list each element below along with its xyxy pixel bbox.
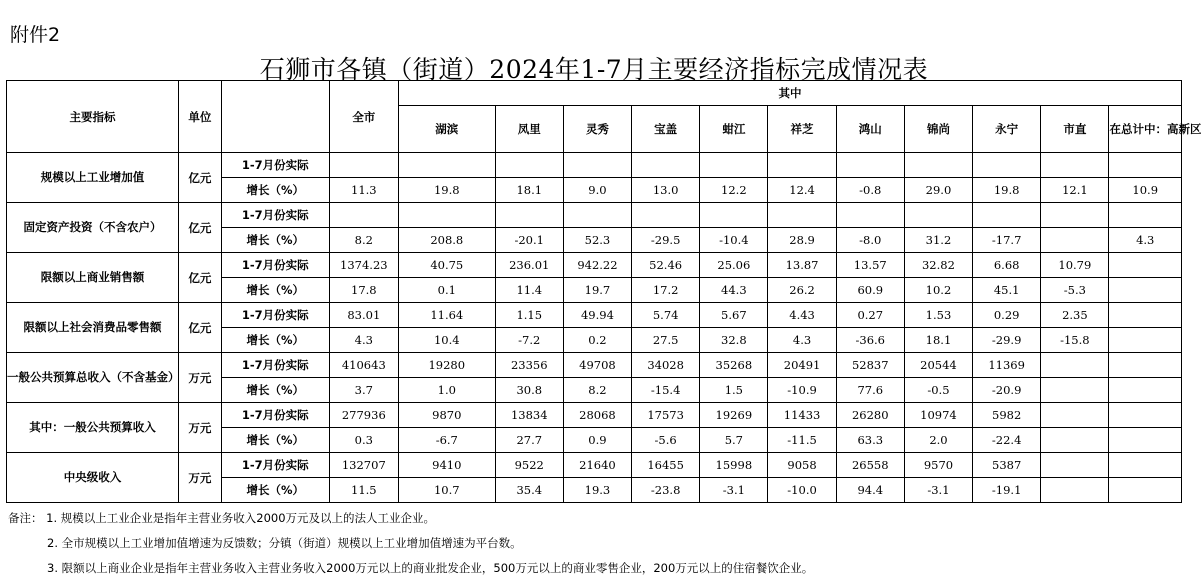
- value-cell: 19.7: [563, 278, 631, 303]
- metric-label: 1-7月份实际: [221, 403, 329, 428]
- value-cell: 18.1: [904, 328, 972, 353]
- value-cell: -23.8: [632, 478, 700, 503]
- value-cell: [1109, 478, 1182, 503]
- value-cell: 1.15: [495, 303, 563, 328]
- header-town: 永宁: [973, 106, 1041, 153]
- value-cell: -8.0: [836, 228, 904, 253]
- value-cell: 18.1: [495, 178, 563, 203]
- value-cell: 9522: [495, 453, 563, 478]
- header-town: 锦尚: [904, 106, 972, 153]
- table-row: [7, 153, 1182, 178]
- value-cell: -11.5: [768, 428, 836, 453]
- value-cell: 34028: [632, 353, 700, 378]
- value-cell: 20491: [768, 353, 836, 378]
- value-cell: [398, 203, 495, 228]
- header-among: 其中: [398, 81, 1181, 106]
- value-cell: 4.43: [768, 303, 836, 328]
- value-cell: [1041, 153, 1109, 178]
- value-cell: -0.8: [836, 178, 904, 203]
- value-cell: -15.8: [1041, 328, 1109, 353]
- value-cell: [398, 153, 495, 178]
- value-cell: 35.4: [495, 478, 563, 503]
- value-cell: 15998: [700, 453, 768, 478]
- value-cell: [973, 153, 1041, 178]
- value-cell: 1374.23: [329, 253, 398, 278]
- unit-cell: 万元: [179, 453, 222, 503]
- value-cell: 10.4: [398, 328, 495, 353]
- value-cell: 8.2: [329, 228, 398, 253]
- value-cell: 27.5: [632, 328, 700, 353]
- value-cell: 26558: [836, 453, 904, 478]
- value-cell: 20544: [904, 353, 972, 378]
- metric-label: 1-7月份实际: [221, 153, 329, 178]
- value-cell: 32.8: [700, 328, 768, 353]
- value-cell: -6.7: [398, 428, 495, 453]
- metric-label: 1-7月份实际: [221, 253, 329, 278]
- value-cell: 10.79: [1041, 253, 1109, 278]
- value-cell: 13834: [495, 403, 563, 428]
- value-cell: 29.0: [904, 178, 972, 203]
- value-cell: -29.9: [973, 328, 1041, 353]
- indicator-name: 中央级收入: [7, 453, 179, 503]
- value-cell: 28.9: [768, 228, 836, 253]
- metric-label: 1-7月份实际: [221, 303, 329, 328]
- value-cell: 35268: [700, 353, 768, 378]
- value-cell: -0.5: [904, 378, 972, 403]
- value-cell: -36.6: [836, 328, 904, 353]
- value-cell: [495, 153, 563, 178]
- metric-label: 增长（%）: [221, 328, 329, 353]
- value-cell: 12.1: [1041, 178, 1109, 203]
- header-town: 市直: [1041, 106, 1109, 153]
- value-cell: -10.0: [768, 478, 836, 503]
- unit-cell: 万元: [179, 403, 222, 453]
- value-cell: -3.1: [700, 478, 768, 503]
- value-cell: [1109, 253, 1182, 278]
- value-cell: 10.7: [398, 478, 495, 503]
- value-cell: 44.3: [700, 278, 768, 303]
- indicator-name: 限额以上商业销售额: [7, 253, 179, 303]
- note-1: 备注： 1. 规模以上工业企业是指年主营业务收入2000万元及以上的法人工业企业。: [8, 511, 436, 525]
- value-cell: 1.53: [904, 303, 972, 328]
- value-cell: 10.2: [904, 278, 972, 303]
- value-cell: 17.8: [329, 278, 398, 303]
- value-cell: 77.6: [836, 378, 904, 403]
- value-cell: 9870: [398, 403, 495, 428]
- value-cell: 0.27: [836, 303, 904, 328]
- unit-cell: 亿元: [179, 203, 222, 253]
- value-cell: [1109, 303, 1182, 328]
- value-cell: 13.0: [632, 178, 700, 203]
- value-cell: 9058: [768, 453, 836, 478]
- value-cell: 11.5: [329, 478, 398, 503]
- value-cell: [1109, 428, 1182, 453]
- indicator-name: 规模以上工业增加值: [7, 153, 179, 203]
- value-cell: 13.87: [768, 253, 836, 278]
- value-cell: 208.8: [398, 228, 495, 253]
- header-town: 凤里: [495, 106, 563, 153]
- value-cell: 19.3: [563, 478, 631, 503]
- value-cell: 5387: [973, 453, 1041, 478]
- value-cell: 49708: [563, 353, 631, 378]
- unit-cell: 亿元: [179, 253, 222, 303]
- value-cell: [836, 203, 904, 228]
- value-cell: [563, 153, 631, 178]
- value-cell: 5.74: [632, 303, 700, 328]
- value-cell: 4.3: [768, 328, 836, 353]
- value-cell: 19.8: [398, 178, 495, 203]
- value-cell: -20.9: [973, 378, 1041, 403]
- value-cell: -20.1: [495, 228, 563, 253]
- value-cell: 9570: [904, 453, 972, 478]
- value-cell: [495, 203, 563, 228]
- value-cell: 26.2: [768, 278, 836, 303]
- value-cell: [1041, 203, 1109, 228]
- value-cell: [1109, 403, 1182, 428]
- indicator-name: 限额以上社会消费品零售额: [7, 303, 179, 353]
- value-cell: [700, 203, 768, 228]
- value-cell: -10.9: [768, 378, 836, 403]
- table-row: [7, 203, 1182, 228]
- value-cell: 10974: [904, 403, 972, 428]
- value-cell: 6.68: [973, 253, 1041, 278]
- value-cell: 5.67: [700, 303, 768, 328]
- value-cell: 11.3: [329, 178, 398, 203]
- value-cell: -10.4: [700, 228, 768, 253]
- value-cell: 60.9: [836, 278, 904, 303]
- value-cell: 3.7: [329, 378, 398, 403]
- value-cell: 11433: [768, 403, 836, 428]
- value-cell: 10.9: [1109, 178, 1182, 203]
- value-cell: -29.5: [632, 228, 700, 253]
- value-cell: 49.94: [563, 303, 631, 328]
- value-cell: 0.2: [563, 328, 631, 353]
- value-cell: 9.0: [563, 178, 631, 203]
- value-cell: [632, 203, 700, 228]
- value-cell: -15.4: [632, 378, 700, 403]
- value-cell: 31.2: [904, 228, 972, 253]
- value-cell: 12.4: [768, 178, 836, 203]
- value-cell: 52.46: [632, 253, 700, 278]
- header-town: 蚶江: [700, 106, 768, 153]
- value-cell: 11.64: [398, 303, 495, 328]
- value-cell: 11369: [973, 353, 1041, 378]
- value-cell: [700, 153, 768, 178]
- value-cell: 0.29: [973, 303, 1041, 328]
- value-cell: [973, 203, 1041, 228]
- value-cell: [836, 153, 904, 178]
- header-city: 全市: [329, 81, 398, 153]
- value-cell: 19.8: [973, 178, 1041, 203]
- value-cell: [1109, 203, 1182, 228]
- table-row: [7, 403, 1182, 428]
- value-cell: 2.0: [904, 428, 972, 453]
- value-cell: 27.7: [495, 428, 563, 453]
- value-cell: 17.2: [632, 278, 700, 303]
- value-cell: 236.01: [495, 253, 563, 278]
- header-town: 灵秀: [563, 106, 631, 153]
- table-row: [7, 253, 1182, 278]
- value-cell: 83.01: [329, 303, 398, 328]
- value-cell: 0.1: [398, 278, 495, 303]
- value-cell: 277936: [329, 403, 398, 428]
- value-cell: [1109, 278, 1182, 303]
- header-town: 鸿山: [836, 106, 904, 153]
- value-cell: [1109, 378, 1182, 403]
- note-3: 3. 限额以上商业企业是指年主营业务收入主营业务收入2000万元以上的商业批发企业，500万元以上的商业零售企业，200万元以上的住宿餐饮企业。: [47, 561, 814, 575]
- value-cell: -17.7: [973, 228, 1041, 253]
- value-cell: 410643: [329, 353, 398, 378]
- value-cell: 30.8: [495, 378, 563, 403]
- metric-label: 增长（%）: [221, 378, 329, 403]
- unit-cell: 亿元: [179, 153, 222, 203]
- value-cell: -5.3: [1041, 278, 1109, 303]
- value-cell: 23356: [495, 353, 563, 378]
- table-row: [7, 353, 1182, 378]
- indicator-name: 一般公共预算总收入（不含基金）: [7, 353, 179, 403]
- value-cell: 5982: [973, 403, 1041, 428]
- value-cell: 32.82: [904, 253, 972, 278]
- value-cell: 12.2: [700, 178, 768, 203]
- metric-label: 1-7月份实际: [221, 203, 329, 228]
- indicator-name: 其中：一般公共预算收入: [7, 403, 179, 453]
- value-cell: 19269: [700, 403, 768, 428]
- value-cell: 45.1: [973, 278, 1041, 303]
- table-row: [7, 303, 1182, 328]
- value-cell: 2.35: [1041, 303, 1109, 328]
- value-cell: [1041, 453, 1109, 478]
- value-cell: 4.3: [329, 328, 398, 353]
- value-cell: 4.3: [1109, 228, 1182, 253]
- unit-cell: 万元: [179, 353, 222, 403]
- header-blank: [221, 81, 329, 153]
- value-cell: 19280: [398, 353, 495, 378]
- value-cell: 28068: [563, 403, 631, 428]
- indicator-table: [6, 80, 1201, 503]
- value-cell: 942.22: [563, 253, 631, 278]
- value-cell: 8.2: [563, 378, 631, 403]
- value-cell: 11.4: [495, 278, 563, 303]
- note-2: 2. 全市规模以上工业增加值增速为反馈数；分镇（街道）规模以上工业增加值增速为平台数。: [47, 536, 522, 550]
- header-town: 宝盖: [632, 106, 700, 153]
- value-cell: [1109, 353, 1182, 378]
- notes: [8, 506, 813, 581]
- indicator-name: 固定资产投资（不含农户）: [7, 203, 179, 253]
- value-cell: [329, 203, 398, 228]
- header-indicator: 主要指标: [7, 81, 179, 153]
- value-cell: -5.6: [632, 428, 700, 453]
- value-cell: [904, 203, 972, 228]
- value-cell: [904, 153, 972, 178]
- value-cell: -19.1: [973, 478, 1041, 503]
- value-cell: [1041, 428, 1109, 453]
- value-cell: [1041, 353, 1109, 378]
- value-cell: [768, 153, 836, 178]
- value-cell: [632, 153, 700, 178]
- value-cell: 94.4: [836, 478, 904, 503]
- value-cell: 63.3: [836, 428, 904, 453]
- attachment-label: 附件2: [10, 24, 61, 46]
- header-town: 湖滨: [398, 106, 495, 153]
- value-cell: 9410: [398, 453, 495, 478]
- value-cell: 52.3: [563, 228, 631, 253]
- value-cell: -3.1: [904, 478, 972, 503]
- value-cell: 0.3: [329, 428, 398, 453]
- value-cell: [1109, 453, 1182, 478]
- value-cell: 1.0: [398, 378, 495, 403]
- metric-label: 增长（%）: [221, 278, 329, 303]
- value-cell: 132707: [329, 453, 398, 478]
- value-cell: [768, 203, 836, 228]
- value-cell: -7.2: [495, 328, 563, 353]
- metric-label: 增长（%）: [221, 228, 329, 253]
- value-cell: 40.75: [398, 253, 495, 278]
- value-cell: [1041, 403, 1109, 428]
- value-cell: 25.06: [700, 253, 768, 278]
- header-town: 在总计中：高新区: [1109, 106, 1182, 153]
- value-cell: [1109, 153, 1182, 178]
- value-cell: [1041, 378, 1109, 403]
- value-cell: -22.4: [973, 428, 1041, 453]
- value-cell: 1.5: [700, 378, 768, 403]
- value-cell: [1109, 328, 1182, 353]
- metric-label: 增长（%）: [221, 428, 329, 453]
- metric-label: 1-7月份实际: [221, 453, 329, 478]
- metric-label: 1-7月份实际: [221, 353, 329, 378]
- value-cell: 13.57: [836, 253, 904, 278]
- metric-label: 增长（%）: [221, 178, 329, 203]
- value-cell: [1041, 228, 1109, 253]
- value-cell: 52837: [836, 353, 904, 378]
- page-title: 石狮市各镇（街道）2024年1-7月主要经济指标完成情况表: [259, 55, 929, 84]
- header-unit: 单位: [179, 81, 222, 153]
- value-cell: [1041, 478, 1109, 503]
- value-cell: [563, 203, 631, 228]
- unit-cell: 亿元: [179, 303, 222, 353]
- value-cell: [329, 153, 398, 178]
- metric-label: 增长（%）: [221, 478, 329, 503]
- value-cell: 16455: [632, 453, 700, 478]
- value-cell: 17573: [632, 403, 700, 428]
- value-cell: 26280: [836, 403, 904, 428]
- header-town: 祥芝: [768, 106, 836, 153]
- value-cell: 0.9: [563, 428, 631, 453]
- value-cell: 5.7: [700, 428, 768, 453]
- value-cell: 21640: [563, 453, 631, 478]
- table-row: [7, 453, 1182, 478]
